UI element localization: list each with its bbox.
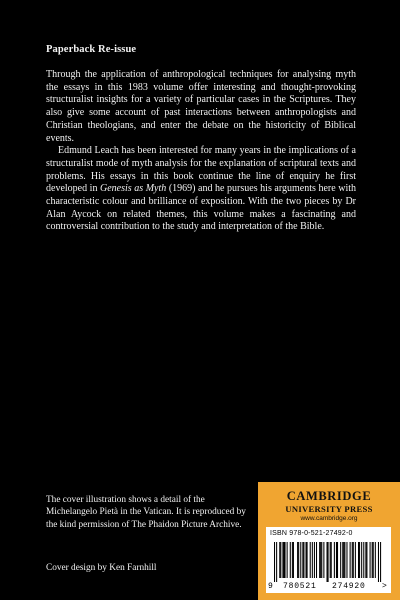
publisher-subtitle: UNIVERSITY PRESS [285, 504, 373, 514]
barcode-bar [279, 542, 280, 578]
ean-first-digit: 9 [268, 582, 273, 591]
barcode-bar [310, 542, 311, 578]
barcode-bar [337, 542, 338, 578]
barcode-bar [285, 542, 286, 578]
barcode-bar [327, 542, 328, 582]
barcode-bar [361, 542, 362, 578]
barcode-bar [302, 542, 303, 578]
publisher-panel [258, 482, 400, 600]
barcode-bar [300, 542, 301, 578]
barcode-bar [366, 542, 367, 578]
barcode-bar [323, 542, 324, 578]
barcode-bar [293, 542, 294, 578]
barcode-bar [280, 542, 281, 578]
barcode-bar [328, 542, 329, 582]
barcode-bar [363, 542, 364, 578]
barcode-bar [290, 542, 291, 578]
barcode-bar [358, 542, 359, 578]
barcode-bar [343, 542, 344, 578]
barcode-bar [372, 542, 373, 578]
barcode-bar [346, 542, 347, 578]
barcode-bar [298, 542, 299, 578]
barcode-bar [287, 542, 288, 578]
barcode-bar [344, 542, 345, 578]
barcode-bar [330, 542, 331, 578]
barcode-bar [282, 542, 283, 578]
barcode-bar [378, 542, 379, 582]
barcode-bar [370, 542, 371, 578]
barcode-bar [334, 542, 335, 578]
barcode-bar [342, 542, 343, 578]
barcode-bar [380, 542, 381, 582]
barcode-bar [352, 542, 353, 578]
barcode-bar [336, 542, 337, 578]
barcode-bar [314, 542, 315, 578]
barcode-bar [306, 542, 307, 578]
cover-illustration-note: The cover illustration shows a detail of the Michelangelo Pietà in the Vatican. It is reproduced by the kind permission of The Phaidon Picture Archive. [46, 495, 246, 530]
page-heading: Paperback Re-issue [46, 44, 137, 55]
barcode-bar [340, 542, 341, 578]
paragraph-2-before-title: Edmund Leach has been interested for many years in the implications of a structuralist mode of myth analysis for the explanation of scriptural texts and problems. His essays in this book continue the line of enquiry he first developed in [46, 145, 356, 195]
barcode-bar [307, 542, 308, 578]
barcode-bar [365, 542, 366, 578]
barcode-bar [292, 542, 293, 578]
barcode-box [266, 527, 391, 593]
isbn-label: ISBN 978-0-521-27492-0 [270, 530, 353, 537]
barcode-bar [321, 542, 322, 578]
barcode-bar [375, 542, 376, 578]
barcode-bar [331, 542, 332, 578]
cover-design-credit: Cover design by Ken Farnhill [46, 563, 157, 573]
barcode-bar [276, 542, 277, 582]
barcode-bar [312, 542, 313, 578]
barcode-bar [316, 542, 317, 578]
blurb-paragraph-1: Through the application of anthropological techniques for analysing myth the essays in this 1983 volume offer interesting and thought-provoking structuralist insights for a variety of particular cases in the Scriptures. They also give some account of past interactions between anthropologists and Christian theologians, and enter the debate on the historicity of Biblical events. [46, 69, 356, 144]
barcode-bar [355, 542, 356, 578]
ean-end-mark: > [382, 582, 387, 591]
ean-left-group: 780521 [283, 582, 317, 591]
barcode-bar [320, 542, 321, 578]
barcode-bar [350, 542, 351, 578]
barcode-bar [274, 542, 275, 582]
barcode-bar [303, 542, 304, 578]
barcode-bar [373, 542, 374, 578]
barcode-bar [353, 542, 354, 578]
paragraph-2-after-title: (1969) and he pursues his arguments here with characteristic colour and brilliance of exposition. With the two pieces by Dr Alan Aycock on related themes, this volume makes a fascinating and controversial contribution to the study and interpretation of the Bible. [46, 183, 356, 233]
blurb-paragraph-2 [46, 145, 356, 234]
barcode-bar [319, 542, 320, 578]
book-title-genesis-as-myth: Genesis as Myth [100, 183, 167, 195]
blurb-text [46, 69, 356, 234]
barcode-bar [359, 542, 360, 578]
publisher-name: CAMBRIDGE [286, 489, 372, 503]
barcode-bar [283, 542, 284, 578]
ean-right-group: 274920 [332, 582, 366, 591]
barcode-bar [297, 542, 298, 578]
publisher-website: www.cambridge.org [300, 515, 358, 522]
barcode-icon [274, 542, 384, 582]
